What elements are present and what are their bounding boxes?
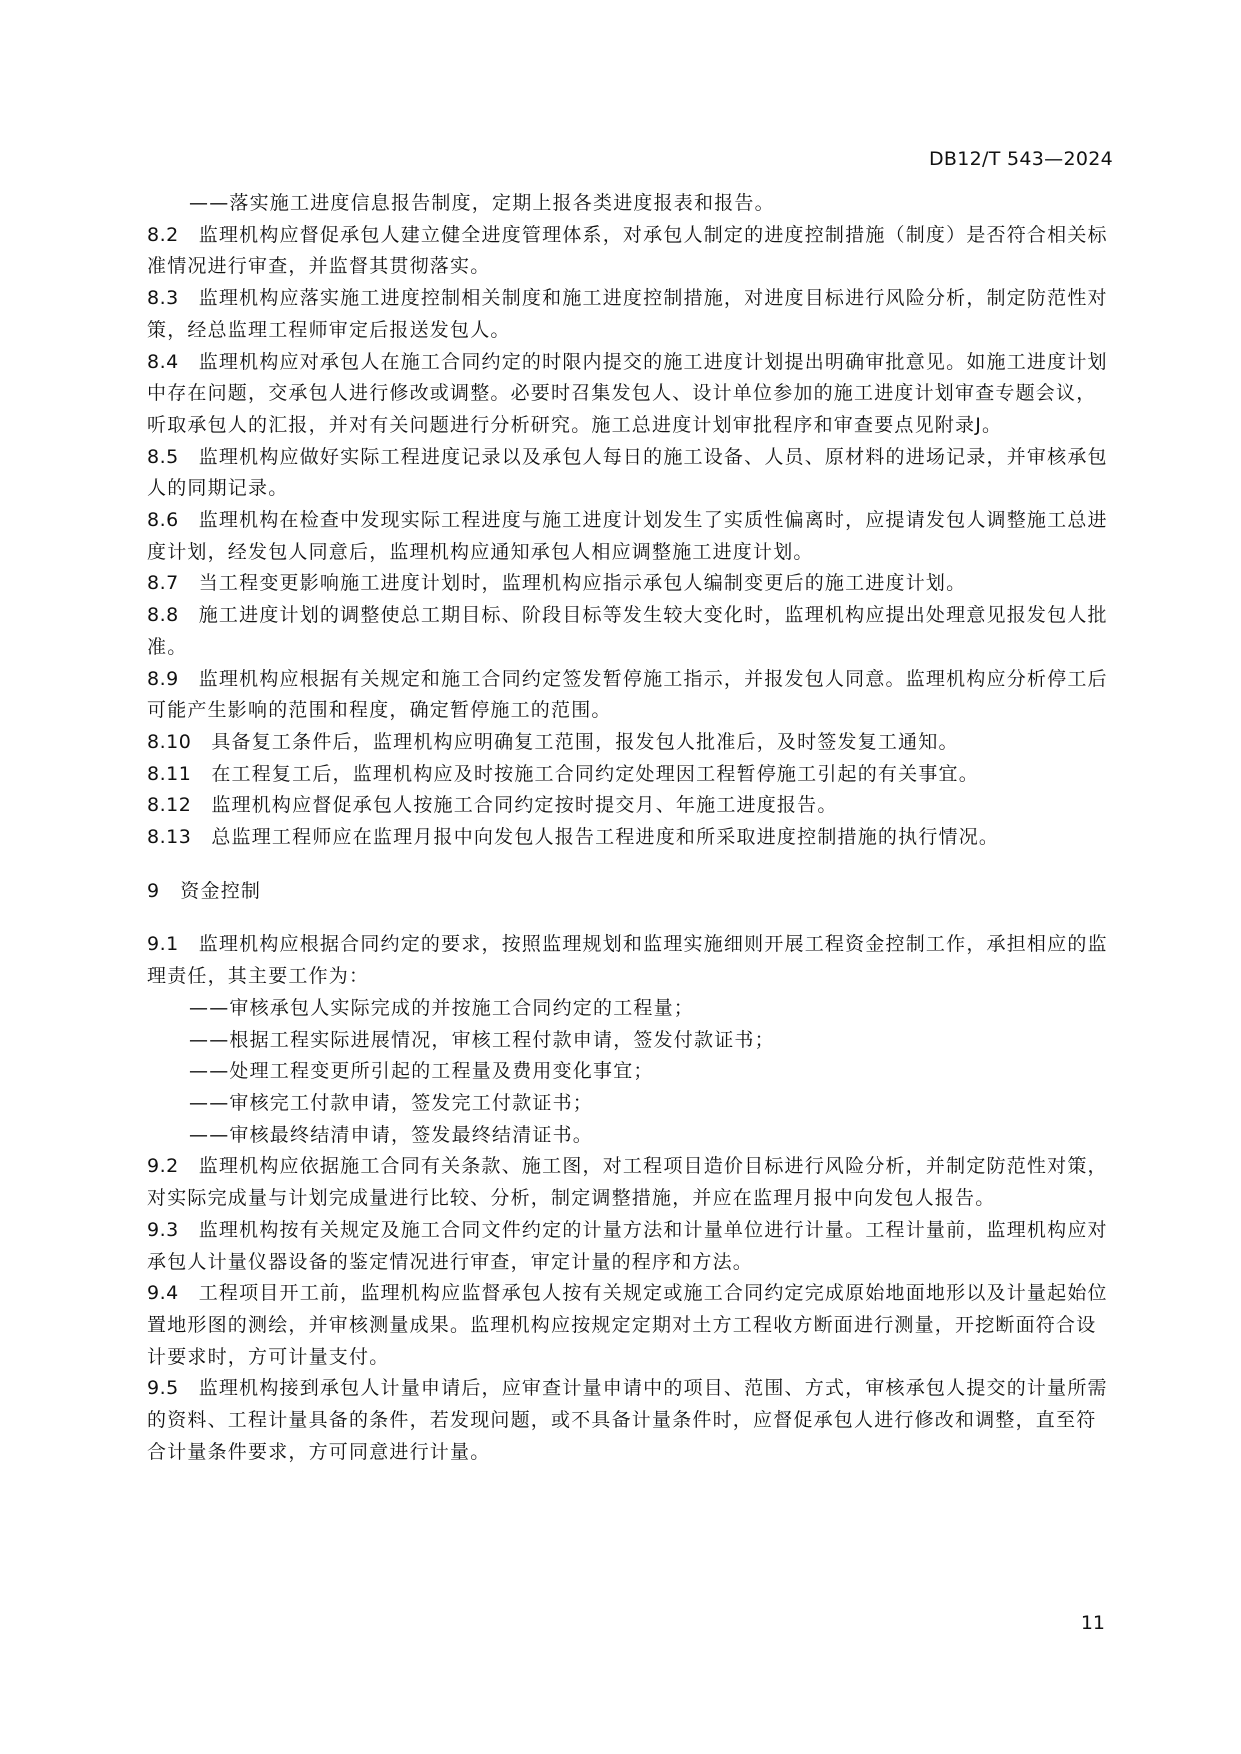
clause-paragraph	[147, 505, 1111, 568]
dash-item: ——根据工程实际进展情况，审核工程付款申请，签发付款证书；	[189, 1028, 775, 1051]
clause-number: 8.12	[147, 794, 192, 817]
clause-paragraph	[147, 727, 1111, 759]
clause-paragraph	[147, 220, 1111, 283]
clause-number: 8.3	[147, 287, 179, 310]
clause-paragraph	[147, 664, 1111, 727]
clause-number: 8.5	[147, 445, 179, 468]
clause-paragraph	[147, 1151, 1111, 1214]
clause-text: 监理机构应做好实际工程进度记录以及承包人每日的施工设备、人员、原材料的进场记录，并审核承包人的同期记录。	[147, 445, 1108, 500]
clause-text: 监理机构应依据施工合同有关条款、施工图，对工程项目造价目标进行风险分析，并制定防范性对策，对实际完成量与计划完成量进行比较、分析，制定调整措施，并应在监理月报中向发包人报告。	[147, 1155, 1108, 1210]
section-title: 资金控制	[180, 879, 262, 902]
clause-number: 9.1	[147, 933, 179, 956]
clause-paragraph	[147, 790, 1111, 822]
clause-text: 监理机构应督促承包人按施工合同约定按时提交月、年施工进度报告。	[211, 794, 838, 817]
clause-number: 8.10	[147, 730, 192, 753]
section-heading	[147, 876, 1111, 908]
clause-text: 监理机构应根据有关规定和施工合同约定签发暂停施工指示，并报发包人同意。监理机构应分析停工后可能产生影响的范围和程度，确定暂停施工的范围。	[147, 667, 1108, 722]
clause-number: 9.3	[147, 1218, 179, 1241]
clause-text: 监理机构应对承包人在施工合同约定的时限内提交的施工进度计划提出明确审批意见。如施工进度计划中存在问题，交承包人进行修改或调整。必要时召集发包人、设计单位参加的施工进度计划审查专题会议，听取承包人的汇报，并对有关问题进行分析研究。施工总进度计划审批程序和审查要点见附录J。	[147, 350, 1108, 436]
clause-number: 8.2	[147, 223, 179, 246]
section-9-body	[147, 929, 1111, 1468]
clause-number: 8.4	[147, 350, 179, 373]
clause-text: 监理机构按有关规定及施工合同文件约定的计量方法和计量单位进行计量。工程计量前，监理机构应对承包人计量仪器设备的鉴定情况进行审查，审定计量的程序和方法。	[147, 1218, 1108, 1273]
clause-paragraph	[147, 442, 1111, 505]
clause-number: 8.8	[147, 604, 179, 627]
dash-item: ——落实施工进度信息报告制度，定期上报各类进度报表和报告。	[189, 192, 775, 214]
clause-text: 监理机构应根据合同约定的要求，按照监理规划和监理实施细则开展工程资金控制工作，承担相应的监理责任，其主要工作为：	[147, 933, 1108, 988]
clause-number: 9.5	[147, 1377, 179, 1400]
clause-number: 8.7	[147, 572, 179, 595]
clause-paragraph	[147, 347, 1111, 442]
clause-paragraph	[147, 822, 1111, 854]
clause-paragraph	[147, 929, 1111, 992]
dash-item: ——审核完工付款申请，签发完工付款证书；	[189, 1091, 594, 1114]
clause-number: 8.6	[147, 509, 179, 532]
clause-text: 监理机构接到承包人计量申请后，应审查计量申请中的项目、范围、方式，审核承包人提交的计量所需的资料、工程计量具备的条件，若发现问题，或不具备计量条件时，应督促承包人进行修改和调整，直至符合计量条件要求，方可同意进行计量。	[147, 1377, 1108, 1463]
document-code: DB12/T 543—2024	[928, 148, 1113, 170]
clause-number: 8.9	[147, 667, 179, 690]
clause-text: 具备复工条件后，监理机构应明确复工范围，报发包人批准后，及时签发复工通知。	[211, 730, 959, 753]
clause-text: 在工程复工后，监理机构应及时按施工合同约定处理因工程暂停施工引起的有关事宜。	[211, 762, 979, 785]
clause-number: 8.13	[147, 826, 192, 849]
clause-paragraph	[147, 568, 1111, 600]
clause-text: 工程项目开工前，监理机构应监督承包人按有关规定或施工合同约定完成原始地面地形以及计量起始位置地形图的测绘，并审核测量成果。监理机构应按规定定期对土方工程收方断面进行测量，开挖断面符合设计要求时，方可计量支付。	[147, 1282, 1108, 1368]
clause-text: 总监理工程师应在监理月报中向发包人报告工程进度和所采取进度控制措施的执行情况。	[211, 826, 1000, 849]
clause-paragraph	[147, 1373, 1111, 1468]
page-content	[147, 188, 1111, 1468]
clause-text: 监理机构在检查中发现实际工程进度与施工进度计划发生了实质性偏离时，应提请发包人调整施工总进度计划，经发包人同意后，监理机构应通知承包人相应调整施工进度计划。	[147, 509, 1108, 563]
clause-paragraph	[147, 600, 1111, 663]
dash-item: ——处理工程变更所引起的工程量及费用变化事宜；	[189, 1060, 654, 1083]
clause-text: 当工程变更影响施工进度计划时，监理机构应指示承包人编制变更后的施工进度计划。	[198, 572, 967, 595]
clause-paragraph	[147, 1278, 1111, 1373]
dash-item: ——审核最终结清申请，签发最终结清证书。	[189, 1123, 594, 1146]
clause-number: 9.4	[147, 1282, 179, 1305]
dash-item: ——审核承包人实际完成的并按施工合同约定的工程量；	[189, 996, 695, 1019]
page-number: 11	[1080, 1612, 1105, 1634]
section-8-continued	[147, 188, 1111, 854]
clause-text: 监理机构应督促承包人建立健全进度管理体系，对承包人制定的进度控制措施（制度）是否符合相关标准情况进行审查，并监督其贯彻落实。	[147, 223, 1108, 278]
clause-text: 监理机构应落实施工进度控制相关制度和施工进度控制措施，对进度目标进行风险分析，制定防范性对策，经总监理工程师审定后报送发包人。	[147, 287, 1108, 341]
clause-number: 8.11	[147, 762, 192, 785]
section-number: 9	[147, 879, 161, 902]
clause-paragraph	[147, 283, 1111, 346]
clause-text: 施工进度计划的调整使总工期目标、阶段目标等发生较大变化时，监理机构应提出处理意见报发包人批准。	[147, 604, 1108, 658]
clause-paragraph	[147, 759, 1111, 791]
clause-number: 9.2	[147, 1155, 179, 1178]
clause-paragraph	[147, 1215, 1111, 1278]
